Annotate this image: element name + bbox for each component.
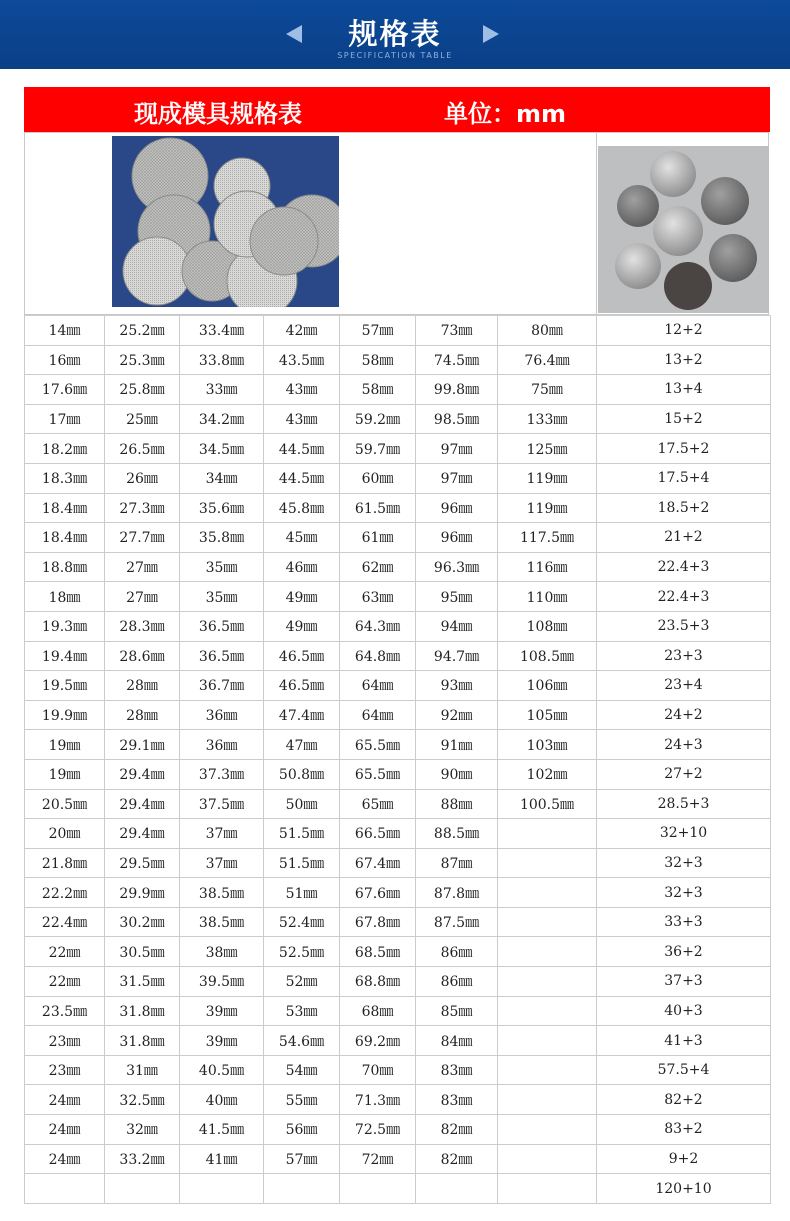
- table-cell: [498, 1144, 597, 1174]
- table-cell: 46.5㎜: [264, 641, 340, 671]
- table-cell: 41㎜: [180, 1144, 264, 1174]
- table-row: [25, 878, 771, 908]
- table-cell: 119㎜: [498, 463, 597, 493]
- table-cell: 33.8㎜: [180, 345, 264, 375]
- table-cell: 27.3㎜: [105, 493, 180, 523]
- table-cell: 47.4㎜: [264, 700, 340, 730]
- table-row: [25, 1085, 771, 1115]
- table-row: [25, 1026, 771, 1056]
- table-cell: 53㎜: [264, 996, 340, 1026]
- table-cell: 85㎜: [416, 996, 498, 1026]
- table-cell: 67.8㎜: [340, 907, 416, 937]
- table-cell: 34㎜: [180, 463, 264, 493]
- table-cell: 18.4㎜: [25, 523, 105, 553]
- table-cell: 45.8㎜: [264, 493, 340, 523]
- table-cell: 16㎜: [25, 345, 105, 375]
- table-row: [25, 345, 771, 375]
- table-cell: 29.5㎜: [105, 848, 180, 878]
- table-cell: [498, 819, 597, 849]
- table-cell: 39㎜: [180, 1026, 264, 1056]
- table-cell: 23.5+3: [597, 611, 771, 641]
- table-cell: [498, 1085, 597, 1115]
- table-cell: 88㎜: [416, 789, 498, 819]
- table-cell: 90㎜: [416, 759, 498, 789]
- table-cell: 30.2㎜: [105, 907, 180, 937]
- table-cell: 19㎜: [25, 759, 105, 789]
- table-cell: 13+4: [597, 375, 771, 405]
- table-cell: 26.5㎜: [105, 434, 180, 464]
- table-cell: 56㎜: [264, 1115, 340, 1145]
- table-cell: [498, 1115, 597, 1145]
- table-cell: 21+2: [597, 523, 771, 553]
- table-cell: 125㎜: [498, 434, 597, 464]
- table-cell: 24㎜: [25, 1144, 105, 1174]
- table-cell: 94.7㎜: [416, 641, 498, 671]
- table-cell: 54㎜: [264, 1055, 340, 1085]
- table-cell: 51.5㎜: [264, 848, 340, 878]
- table-cell: 34.2㎜: [180, 404, 264, 434]
- table-cell: 9+2: [597, 1144, 771, 1174]
- table-cell: 25.8㎜: [105, 375, 180, 405]
- table-cell: 57㎜: [340, 316, 416, 346]
- table-cell: 120+10: [597, 1174, 771, 1204]
- table-cell: 83㎜: [416, 1055, 498, 1085]
- table-cell: 32㎜: [105, 1115, 180, 1145]
- table-cell: 31.8㎜: [105, 1026, 180, 1056]
- page-subtitle: SPECIFICATION TABLE: [337, 51, 453, 60]
- table-cell: 21.8㎜: [25, 848, 105, 878]
- table-cell: 24㎜: [25, 1085, 105, 1115]
- table-cell: 12+2: [597, 316, 771, 346]
- table-cell: 119㎜: [498, 493, 597, 523]
- table-cell: 22.2㎜: [25, 878, 105, 908]
- table-cell: 91㎜: [416, 730, 498, 760]
- table-cell: 35㎜: [180, 552, 264, 582]
- table-cell: 49㎜: [264, 611, 340, 641]
- table-cell: 72㎜: [340, 1144, 416, 1174]
- unit-label: 单位：mm: [444, 100, 567, 128]
- page-title: 规格表: [348, 17, 442, 51]
- table-cell: 83㎜: [416, 1085, 498, 1115]
- table-cell: 29.4㎜: [105, 819, 180, 849]
- table-row: [25, 641, 771, 671]
- table-cell: 15+2: [597, 404, 771, 434]
- table-row: [25, 434, 771, 464]
- table-cell: 22.4+3: [597, 582, 771, 612]
- table-cell: 24㎜: [25, 1115, 105, 1145]
- table-cell: 22㎜: [25, 937, 105, 967]
- table-cell: 82㎜: [416, 1144, 498, 1174]
- table-cell: 31.8㎜: [105, 996, 180, 1026]
- table-cell: 67.6㎜: [340, 878, 416, 908]
- table-cell: 32+3: [597, 848, 771, 878]
- table-cell: 55㎜: [264, 1085, 340, 1115]
- table-cell: 44.5㎜: [264, 434, 340, 464]
- table-cell: 28.6㎜: [105, 641, 180, 671]
- table-cell: 68.5㎜: [340, 937, 416, 967]
- table-cell: 18.8㎜: [25, 552, 105, 582]
- table-cell: 46㎜: [264, 552, 340, 582]
- table-cell: 65㎜: [340, 789, 416, 819]
- table-cell: [498, 907, 597, 937]
- table-cell: 36.5㎜: [180, 611, 264, 641]
- table-cell: 37㎜: [180, 819, 264, 849]
- table-cell: 37㎜: [180, 848, 264, 878]
- table-cell: 41+3: [597, 1026, 771, 1056]
- table-cell: 38㎜: [180, 937, 264, 967]
- table-cell: 84㎜: [416, 1026, 498, 1056]
- table-cell: 37.5㎜: [180, 789, 264, 819]
- table-cell: 40㎜: [180, 1085, 264, 1115]
- table-cell: 39.5㎜: [180, 967, 264, 997]
- table-cell: 102㎜: [498, 759, 597, 789]
- table-cell: 80㎜: [498, 316, 597, 346]
- table-cell: [416, 1174, 498, 1204]
- table-cell: 65.5㎜: [340, 730, 416, 760]
- table-cell: 31.5㎜: [105, 967, 180, 997]
- table-cell: 108.5㎜: [498, 641, 597, 671]
- table-cell: 36+2: [597, 937, 771, 967]
- table-cell: 93㎜: [416, 671, 498, 701]
- table-cell: 33㎜: [180, 375, 264, 405]
- table-cell: 92㎜: [416, 700, 498, 730]
- table-cell: 57㎜: [264, 1144, 340, 1174]
- table-cell: 96㎜: [416, 493, 498, 523]
- table-cell: 95㎜: [416, 582, 498, 612]
- table-cell: 82㎜: [416, 1115, 498, 1145]
- table-cell: 64㎜: [340, 671, 416, 701]
- table-cell: 74.5㎜: [416, 345, 498, 375]
- table-row: [25, 907, 771, 937]
- table-cell: [498, 848, 597, 878]
- table-cell: 30.5㎜: [105, 937, 180, 967]
- table-cell: 70㎜: [340, 1055, 416, 1085]
- table-cell: 61.5㎜: [340, 493, 416, 523]
- table-cell: 42㎜: [264, 316, 340, 346]
- table-cell: 41.5㎜: [180, 1115, 264, 1145]
- table-cell: 23㎜: [25, 1026, 105, 1056]
- table-row: [25, 1115, 771, 1145]
- table-cell: 83+2: [597, 1115, 771, 1145]
- table-cell: 73㎜: [416, 316, 498, 346]
- table-cell: 23+3: [597, 641, 771, 671]
- table-cell: 44.5㎜: [264, 463, 340, 493]
- table-row: [25, 700, 771, 730]
- table-cell: 19.5㎜: [25, 671, 105, 701]
- table-cell: 18.5+2: [597, 493, 771, 523]
- table-cell: 98.5㎜: [416, 404, 498, 434]
- table-row: [25, 552, 771, 582]
- table-cell: 59.7㎜: [340, 434, 416, 464]
- table-cell: 31㎜: [105, 1055, 180, 1085]
- table-row: [25, 789, 771, 819]
- table-row: [25, 759, 771, 789]
- table-cell: 37+3: [597, 967, 771, 997]
- table-cell: 58㎜: [340, 375, 416, 405]
- table-cell: 58㎜: [340, 345, 416, 375]
- table-title-bar: [24, 87, 770, 132]
- table-cell: 29.4㎜: [105, 759, 180, 789]
- table-cell: 51㎜: [264, 878, 340, 908]
- table-cell: [498, 1055, 597, 1085]
- table-cell: 36.5㎜: [180, 641, 264, 671]
- table-cell: [105, 1174, 180, 1204]
- table-cell: 33+3: [597, 907, 771, 937]
- table-cell: 28.5+3: [597, 789, 771, 819]
- table-cell: 35㎜: [180, 582, 264, 612]
- table-cell: 26㎜: [105, 463, 180, 493]
- table-cell: 54.6㎜: [264, 1026, 340, 1056]
- table-cell: 27+2: [597, 759, 771, 789]
- table-cell: 100.5㎜: [498, 789, 597, 819]
- table-cell: 17.5+4: [597, 463, 771, 493]
- table-row: [25, 1174, 771, 1204]
- table-cell: 108㎜: [498, 611, 597, 641]
- table-cell: 50㎜: [264, 789, 340, 819]
- foil-discs-illustration: [598, 146, 769, 313]
- table-cell: 36㎜: [180, 730, 264, 760]
- table-cell: 96.3㎜: [416, 552, 498, 582]
- table-cell: 20㎜: [25, 819, 105, 849]
- table-cell: 49㎜: [264, 582, 340, 612]
- table-cell: 103㎜: [498, 730, 597, 760]
- table-cell: 38.5㎜: [180, 907, 264, 937]
- table-cell: [498, 1174, 597, 1204]
- table-cell: 36㎜: [180, 700, 264, 730]
- table-cell: 23.5㎜: [25, 996, 105, 1026]
- table-cell: 29.1㎜: [105, 730, 180, 760]
- table-cell: 38.5㎜: [180, 878, 264, 908]
- mesh-discs-photo: [112, 136, 339, 307]
- table-cell: [180, 1174, 264, 1204]
- table-cell: 62㎜: [340, 552, 416, 582]
- table-cell: 19.4㎜: [25, 641, 105, 671]
- table-cell: 39㎜: [180, 996, 264, 1026]
- table-row: [25, 1144, 771, 1174]
- table-cell: 18.2㎜: [25, 434, 105, 464]
- table-cell: 64.3㎜: [340, 611, 416, 641]
- table-cell: 23㎜: [25, 1055, 105, 1085]
- table-row: [25, 523, 771, 553]
- table-cell: 45㎜: [264, 523, 340, 553]
- table-row: [25, 463, 771, 493]
- table-cell: 27㎜: [105, 582, 180, 612]
- table-cell: 88.5㎜: [416, 819, 498, 849]
- table-cell: 25.3㎜: [105, 345, 180, 375]
- table-row: [25, 996, 771, 1026]
- table-cell: 65.5㎜: [340, 759, 416, 789]
- table-cell: 19㎜: [25, 730, 105, 760]
- foil-discs-photo: [598, 146, 769, 313]
- table-cell: [498, 937, 597, 967]
- table-cell: 66.5㎜: [340, 819, 416, 849]
- table-cell: 40+3: [597, 996, 771, 1026]
- table-row: [25, 848, 771, 878]
- table-cell: 43.5㎜: [264, 345, 340, 375]
- table-cell: 52㎜: [264, 967, 340, 997]
- table-cell: 36.7㎜: [180, 671, 264, 701]
- table-cell: 22㎜: [25, 967, 105, 997]
- table-row: [25, 582, 771, 612]
- table-cell: 117.5㎜: [498, 523, 597, 553]
- table-cell: 96㎜: [416, 523, 498, 553]
- table-cell: 60㎜: [340, 463, 416, 493]
- table-cell: 35.6㎜: [180, 493, 264, 523]
- table-cell: 46.5㎜: [264, 671, 340, 701]
- table-cell: [340, 1174, 416, 1204]
- table-cell: 40.5㎜: [180, 1055, 264, 1085]
- table-cell: 33.4㎜: [180, 316, 264, 346]
- table-cell: 17.6㎜: [25, 375, 105, 405]
- table-row: [25, 493, 771, 523]
- table-cell: 52.4㎜: [264, 907, 340, 937]
- table-cell: 17㎜: [25, 404, 105, 434]
- table-cell: [498, 967, 597, 997]
- table-cell: 72.5㎜: [340, 1115, 416, 1145]
- table-cell: 22.4㎜: [25, 907, 105, 937]
- table-cell: [498, 1026, 597, 1056]
- table-cell: 34.5㎜: [180, 434, 264, 464]
- table-row: [25, 967, 771, 997]
- table-cell: 68㎜: [340, 996, 416, 1026]
- table-cell: 133㎜: [498, 404, 597, 434]
- table-cell: [264, 1174, 340, 1204]
- table-cell: 25.2㎜: [105, 316, 180, 346]
- table-cell: 99.8㎜: [416, 375, 498, 405]
- table-cell: 27㎜: [105, 552, 180, 582]
- mesh-discs-illustration: [112, 136, 339, 307]
- table-cell: 28.3㎜: [105, 611, 180, 641]
- table-cell: 43㎜: [264, 404, 340, 434]
- table-row: [25, 937, 771, 967]
- table-cell: 105㎜: [498, 700, 597, 730]
- table-cell: 97㎜: [416, 463, 498, 493]
- table-cell: 116㎜: [498, 552, 597, 582]
- table-cell: 28㎜: [105, 700, 180, 730]
- table-cell: 110㎜: [498, 582, 597, 612]
- table-cell: 82+2: [597, 1085, 771, 1115]
- table-cell: 57.5+4: [597, 1055, 771, 1085]
- table-cell: 94㎜: [416, 611, 498, 641]
- table-cell: 76.4㎜: [498, 345, 597, 375]
- table-cell: 20.5㎜: [25, 789, 105, 819]
- table-cell: 24+2: [597, 700, 771, 730]
- table-cell: 87㎜: [416, 848, 498, 878]
- table-cell: [498, 878, 597, 908]
- table-cell: 18㎜: [25, 582, 105, 612]
- table-cell: 71.3㎜: [340, 1085, 416, 1115]
- table-cell: 18.4㎜: [25, 493, 105, 523]
- table-cell: 67.4㎜: [340, 848, 416, 878]
- table-cell: 32+3: [597, 878, 771, 908]
- table-cell: 59.2㎜: [340, 404, 416, 434]
- table-cell: 63㎜: [340, 582, 416, 612]
- table-cell: 43㎜: [264, 375, 340, 405]
- table-cell: 14㎜: [25, 316, 105, 346]
- table-title: 现成模具规格表: [134, 100, 302, 128]
- table-cell: 23+4: [597, 671, 771, 701]
- table-cell: 17.5+2: [597, 434, 771, 464]
- table-cell: 106㎜: [498, 671, 597, 701]
- header-banner: [0, 0, 790, 69]
- table-cell: 64㎜: [340, 700, 416, 730]
- table-cell: 47㎜: [264, 730, 340, 760]
- table-row: [25, 375, 771, 405]
- table-cell: 32+10: [597, 819, 771, 849]
- table-cell: 75㎜: [498, 375, 597, 405]
- table-cell: 29.9㎜: [105, 878, 180, 908]
- table-cell: 61㎜: [340, 523, 416, 553]
- table-row: [25, 404, 771, 434]
- table-cell: 87.5㎜: [416, 907, 498, 937]
- table-cell: 13+2: [597, 345, 771, 375]
- table-cell: 19.9㎜: [25, 700, 105, 730]
- table-cell: 29.4㎜: [105, 789, 180, 819]
- table-row: [25, 611, 771, 641]
- table-row: [25, 1055, 771, 1085]
- table-row: [25, 730, 771, 760]
- table-cell: 27.7㎜: [105, 523, 180, 553]
- table-cell: 33.2㎜: [105, 1144, 180, 1174]
- table-row: [25, 316, 771, 346]
- spec-table: [24, 315, 771, 1204]
- table-cell: 51.5㎜: [264, 819, 340, 849]
- table-cell: 28㎜: [105, 671, 180, 701]
- table-cell: 22.4+3: [597, 552, 771, 582]
- table-cell: 18.3㎜: [25, 463, 105, 493]
- table-cell: 52.5㎜: [264, 937, 340, 967]
- table-cell: 87.8㎜: [416, 878, 498, 908]
- table-cell: 35.8㎜: [180, 523, 264, 553]
- table-row: [25, 671, 771, 701]
- table-cell: [498, 996, 597, 1026]
- table-cell: 32.5㎜: [105, 1085, 180, 1115]
- table-cell: [25, 1174, 105, 1204]
- arrow-right-icon: [483, 25, 499, 43]
- table-cell: 37.3㎜: [180, 759, 264, 789]
- table-cell: 50.8㎜: [264, 759, 340, 789]
- table-cell: 25㎜: [105, 404, 180, 434]
- table-cell: 69.2㎜: [340, 1026, 416, 1056]
- table-cell: 68.8㎜: [340, 967, 416, 997]
- table-cell: 64.8㎜: [340, 641, 416, 671]
- table-cell: 86㎜: [416, 937, 498, 967]
- table-cell: 24+3: [597, 730, 771, 760]
- table-cell: 86㎜: [416, 967, 498, 997]
- table-cell: 97㎜: [416, 434, 498, 464]
- table-cell: 19.3㎜: [25, 611, 105, 641]
- image-row-divider: [596, 133, 597, 316]
- table-row: [25, 819, 771, 849]
